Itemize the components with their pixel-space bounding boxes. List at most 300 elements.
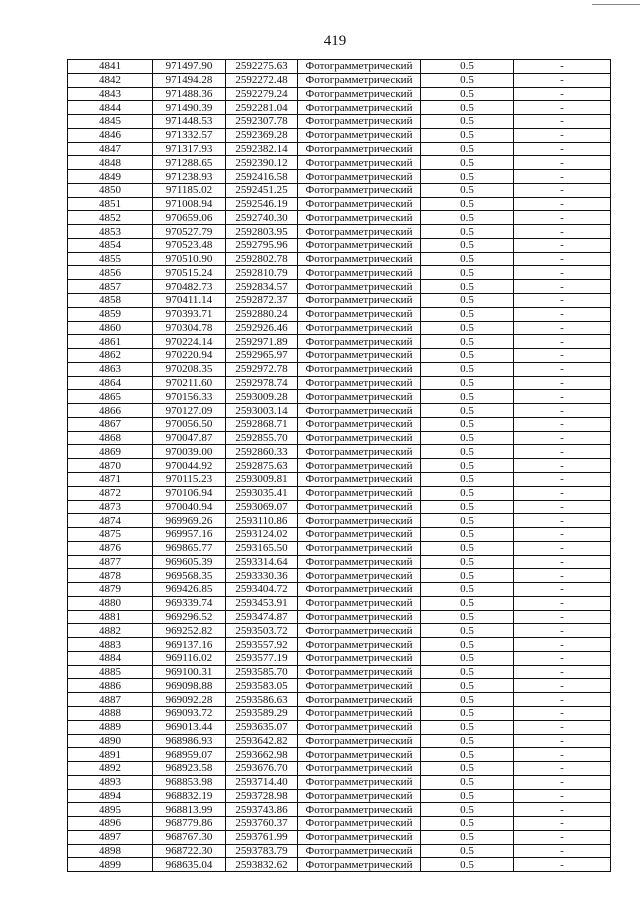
accuracy-cell: 0.5 (421, 735, 514, 749)
x-coordinate-cell: 969252.82 (153, 624, 226, 638)
method-cell: Фотограмметрический (298, 377, 421, 391)
x-coordinate-cell: 968923.58 (153, 762, 226, 776)
y-coordinate-cell: 2593110.86 (226, 514, 298, 528)
note-cell: - (514, 638, 611, 652)
note-cell: - (514, 88, 611, 102)
x-coordinate-cell: 971238.93 (153, 170, 226, 184)
x-coordinate-cell: 971185.02 (153, 184, 226, 198)
accuracy-cell: 0.5 (421, 418, 514, 432)
x-coordinate-cell: 970039.00 (153, 445, 226, 459)
note-cell: - (514, 790, 611, 804)
method-cell: Фотограмметрический (298, 652, 421, 666)
point-number-cell: 4853 (68, 225, 153, 239)
accuracy-cell: 0.5 (421, 473, 514, 487)
y-coordinate-cell: 2593832.62 (226, 858, 298, 872)
x-coordinate-cell: 970393.71 (153, 308, 226, 322)
point-number-cell: 4896 (68, 817, 153, 831)
note-cell: - (514, 487, 611, 501)
x-coordinate-cell: 970106.94 (153, 487, 226, 501)
accuracy-cell: 0.5 (421, 817, 514, 831)
method-cell: Фотограмметрический (298, 170, 421, 184)
point-number-cell: 4884 (68, 652, 153, 666)
accuracy-cell: 0.5 (421, 858, 514, 872)
accuracy-cell: 0.5 (421, 211, 514, 225)
accuracy-cell: 0.5 (421, 528, 514, 542)
method-cell: Фотограмметрический (298, 74, 421, 88)
x-coordinate-cell: 968959.07 (153, 748, 226, 762)
method-cell: Фотограмметрический (298, 707, 421, 721)
note-cell: - (514, 184, 611, 198)
point-number-cell: 4878 (68, 569, 153, 583)
note-cell: - (514, 611, 611, 625)
point-number-cell: 4855 (68, 253, 153, 267)
y-coordinate-cell: 2592802.78 (226, 253, 298, 267)
y-coordinate-cell: 2593761.99 (226, 831, 298, 845)
y-coordinate-cell: 2592390.12 (226, 156, 298, 170)
note-cell: - (514, 101, 611, 115)
accuracy-cell: 0.5 (421, 404, 514, 418)
method-cell: Фотограмметрический (298, 624, 421, 638)
accuracy-cell: 0.5 (421, 501, 514, 515)
y-coordinate-cell: 2592810.79 (226, 266, 298, 280)
point-number-cell: 4860 (68, 322, 153, 336)
note-cell: - (514, 335, 611, 349)
note-cell: - (514, 679, 611, 693)
note-cell: - (514, 143, 611, 157)
note-cell: - (514, 501, 611, 515)
method-cell: Фотограмметрический (298, 790, 421, 804)
point-number-cell: 4856 (68, 266, 153, 280)
accuracy-cell: 0.5 (421, 377, 514, 391)
x-coordinate-cell: 968986.93 (153, 735, 226, 749)
note-cell: - (514, 597, 611, 611)
accuracy-cell: 0.5 (421, 459, 514, 473)
accuracy-cell: 0.5 (421, 514, 514, 528)
method-cell: Фотограмметрический (298, 748, 421, 762)
note-cell: - (514, 858, 611, 872)
point-number-cell: 4894 (68, 790, 153, 804)
note-cell: - (514, 445, 611, 459)
method-cell: Фотограмметрический (298, 253, 421, 267)
point-number-cell: 4858 (68, 294, 153, 308)
x-coordinate-cell: 969296.52 (153, 611, 226, 625)
accuracy-cell: 0.5 (421, 266, 514, 280)
note-cell: - (514, 115, 611, 129)
point-number-cell: 4875 (68, 528, 153, 542)
method-cell: Фотограмметрический (298, 542, 421, 556)
point-number-cell: 4870 (68, 459, 153, 473)
note-cell: - (514, 473, 611, 487)
method-cell: Фотограмметрический (298, 445, 421, 459)
accuracy-cell: 0.5 (421, 170, 514, 184)
x-coordinate-cell: 969116.02 (153, 652, 226, 666)
method-cell: Фотограмметрический (298, 88, 421, 102)
point-number-cell: 4841 (68, 60, 153, 74)
accuracy-cell: 0.5 (421, 556, 514, 570)
y-coordinate-cell: 2593009.81 (226, 473, 298, 487)
note-cell: - (514, 156, 611, 170)
accuracy-cell: 0.5 (421, 390, 514, 404)
point-number-cell: 4849 (68, 170, 153, 184)
y-coordinate-cell: 2593124.02 (226, 528, 298, 542)
point-number-cell: 4871 (68, 473, 153, 487)
x-coordinate-cell: 969865.77 (153, 542, 226, 556)
point-number-cell: 4854 (68, 239, 153, 253)
x-coordinate-cell: 968779.86 (153, 817, 226, 831)
method-cell: Фотограмметрический (298, 404, 421, 418)
point-number-cell: 4843 (68, 88, 153, 102)
x-coordinate-cell: 969093.72 (153, 707, 226, 721)
point-number-cell: 4864 (68, 377, 153, 391)
y-coordinate-cell: 2592803.95 (226, 225, 298, 239)
point-number-cell: 4866 (68, 404, 153, 418)
point-number-cell: 4863 (68, 363, 153, 377)
point-number-cell: 4898 (68, 845, 153, 859)
scan-edge-line (592, 4, 640, 5)
method-cell: Фотограмметрический (298, 390, 421, 404)
x-coordinate-cell: 969013.44 (153, 721, 226, 735)
note-cell: - (514, 583, 611, 597)
accuracy-cell: 0.5 (421, 363, 514, 377)
point-number-cell: 4885 (68, 666, 153, 680)
point-number-cell: 4877 (68, 556, 153, 570)
y-coordinate-cell: 2592369.28 (226, 129, 298, 143)
point-number-cell: 4873 (68, 501, 153, 515)
x-coordinate-cell: 971332.57 (153, 129, 226, 143)
x-coordinate-cell: 970127.09 (153, 404, 226, 418)
point-number-cell: 4859 (68, 308, 153, 322)
accuracy-cell: 0.5 (421, 143, 514, 157)
page-number: 419 (323, 33, 347, 49)
note-cell: - (514, 418, 611, 432)
method-cell: Фотограмметрический (298, 693, 421, 707)
point-number-cell: 4852 (68, 211, 153, 225)
point-number-cell: 4880 (68, 597, 153, 611)
method-cell: Фотограмметрический (298, 858, 421, 872)
note-cell: - (514, 748, 611, 762)
point-number-cell: 4881 (68, 611, 153, 625)
note-cell: - (514, 253, 611, 267)
y-coordinate-cell: 2593069.07 (226, 501, 298, 515)
method-cell: Фотограмметрический (298, 349, 421, 363)
x-coordinate-cell: 970224.14 (153, 335, 226, 349)
x-coordinate-cell: 968853.98 (153, 776, 226, 790)
x-coordinate-cell: 970515.24 (153, 266, 226, 280)
y-coordinate-cell: 2592795.96 (226, 239, 298, 253)
x-coordinate-cell: 969605.39 (153, 556, 226, 570)
point-number-cell: 4889 (68, 721, 153, 735)
method-cell: Фотограмметрический (298, 721, 421, 735)
accuracy-cell: 0.5 (421, 308, 514, 322)
accuracy-cell: 0.5 (421, 611, 514, 625)
note-cell: - (514, 624, 611, 638)
x-coordinate-cell: 970527.79 (153, 225, 226, 239)
y-coordinate-cell: 2592416.58 (226, 170, 298, 184)
point-number-cell: 4846 (68, 129, 153, 143)
x-coordinate-cell: 968832.19 (153, 790, 226, 804)
y-coordinate-cell: 2592971.89 (226, 335, 298, 349)
method-cell: Фотограмметрический (298, 803, 421, 817)
y-coordinate-cell: 2593009.28 (226, 390, 298, 404)
y-coordinate-cell: 2592272.48 (226, 74, 298, 88)
y-coordinate-cell: 2592307.78 (226, 115, 298, 129)
point-number-cell: 4842 (68, 74, 153, 88)
note-cell: - (514, 129, 611, 143)
point-number-cell: 4891 (68, 748, 153, 762)
x-coordinate-cell: 971488.36 (153, 88, 226, 102)
note-cell: - (514, 776, 611, 790)
accuracy-cell: 0.5 (421, 225, 514, 239)
point-number-cell: 4861 (68, 335, 153, 349)
y-coordinate-cell: 2592740.30 (226, 211, 298, 225)
accuracy-cell: 0.5 (421, 294, 514, 308)
x-coordinate-cell: 970659.06 (153, 211, 226, 225)
note-cell: - (514, 459, 611, 473)
x-coordinate-cell: 969426.85 (153, 583, 226, 597)
method-cell: Фотограмметрический (298, 569, 421, 583)
y-coordinate-cell: 2592972.78 (226, 363, 298, 377)
point-number-cell: 4862 (68, 349, 153, 363)
note-cell: - (514, 280, 611, 294)
point-number-cell: 4893 (68, 776, 153, 790)
note-cell: - (514, 817, 611, 831)
accuracy-cell: 0.5 (421, 349, 514, 363)
accuracy-cell: 0.5 (421, 445, 514, 459)
point-number-cell: 4867 (68, 418, 153, 432)
point-number-cell: 4879 (68, 583, 153, 597)
method-cell: Фотограмметрический (298, 679, 421, 693)
method-cell: Фотограмметрический (298, 473, 421, 487)
note-cell: - (514, 266, 611, 280)
method-cell: Фотограмметрический (298, 611, 421, 625)
accuracy-cell: 0.5 (421, 542, 514, 556)
y-coordinate-cell: 2593642.82 (226, 735, 298, 749)
accuracy-cell: 0.5 (421, 322, 514, 336)
point-number-cell: 4848 (68, 156, 153, 170)
y-coordinate-cell: 2592978.74 (226, 377, 298, 391)
point-number-cell: 4890 (68, 735, 153, 749)
point-number-cell: 4872 (68, 487, 153, 501)
note-cell: - (514, 762, 611, 776)
point-number-cell: 4888 (68, 707, 153, 721)
y-coordinate-cell: 2593404.72 (226, 583, 298, 597)
x-coordinate-cell: 971497.90 (153, 60, 226, 74)
y-coordinate-cell: 2592451.25 (226, 184, 298, 198)
point-number-cell: 4886 (68, 679, 153, 693)
y-coordinate-cell: 2593586.63 (226, 693, 298, 707)
y-coordinate-cell: 2592546.19 (226, 198, 298, 212)
accuracy-cell: 0.5 (421, 666, 514, 680)
point-number-cell: 4882 (68, 624, 153, 638)
accuracy-cell: 0.5 (421, 652, 514, 666)
point-number-cell: 4883 (68, 638, 153, 652)
note-cell: - (514, 225, 611, 239)
y-coordinate-cell: 2592926.46 (226, 322, 298, 336)
x-coordinate-cell: 970211.60 (153, 377, 226, 391)
y-coordinate-cell: 2592860.33 (226, 445, 298, 459)
x-coordinate-cell: 969969.26 (153, 514, 226, 528)
accuracy-cell: 0.5 (421, 638, 514, 652)
point-number-cell: 4899 (68, 858, 153, 872)
method-cell: Фотограмметрический (298, 831, 421, 845)
note-cell: - (514, 666, 611, 680)
y-coordinate-cell: 2592279.24 (226, 88, 298, 102)
y-coordinate-cell: 2592872.37 (226, 294, 298, 308)
note-cell: - (514, 294, 611, 308)
method-cell: Фотограмметрический (298, 501, 421, 515)
method-cell: Фотограмметрический (298, 211, 421, 225)
method-cell: Фотограмметрический (298, 101, 421, 115)
note-cell: - (514, 170, 611, 184)
accuracy-cell: 0.5 (421, 583, 514, 597)
y-coordinate-cell: 2592834.57 (226, 280, 298, 294)
accuracy-cell: 0.5 (421, 88, 514, 102)
accuracy-cell: 0.5 (421, 762, 514, 776)
x-coordinate-cell: 970411.14 (153, 294, 226, 308)
y-coordinate-cell: 2593662.98 (226, 748, 298, 762)
note-cell: - (514, 735, 611, 749)
method-cell: Фотограмметрический (298, 143, 421, 157)
accuracy-cell: 0.5 (421, 721, 514, 735)
accuracy-cell: 0.5 (421, 335, 514, 349)
x-coordinate-cell: 968635.04 (153, 858, 226, 872)
note-cell: - (514, 845, 611, 859)
y-coordinate-cell: 2593583.05 (226, 679, 298, 693)
y-coordinate-cell: 2593165.50 (226, 542, 298, 556)
note-cell: - (514, 652, 611, 666)
accuracy-cell: 0.5 (421, 624, 514, 638)
y-coordinate-cell: 2593577.19 (226, 652, 298, 666)
note-cell: - (514, 803, 611, 817)
accuracy-cell: 0.5 (421, 569, 514, 583)
point-number-cell: 4845 (68, 115, 153, 129)
x-coordinate-cell: 969100.31 (153, 666, 226, 680)
accuracy-cell: 0.5 (421, 803, 514, 817)
note-cell: - (514, 60, 611, 74)
y-coordinate-cell: 2593314.64 (226, 556, 298, 570)
note-cell: - (514, 721, 611, 735)
point-number-cell: 4857 (68, 280, 153, 294)
x-coordinate-cell: 971490.39 (153, 101, 226, 115)
y-coordinate-cell: 2592875.63 (226, 459, 298, 473)
method-cell: Фотограмметрический (298, 583, 421, 597)
note-cell: - (514, 542, 611, 556)
note-cell: - (514, 569, 611, 583)
method-cell: Фотограмметрический (298, 266, 421, 280)
method-cell: Фотограмметрический (298, 294, 421, 308)
accuracy-cell: 0.5 (421, 280, 514, 294)
method-cell: Фотограмметрический (298, 335, 421, 349)
method-cell: Фотограмметрический (298, 762, 421, 776)
accuracy-cell: 0.5 (421, 597, 514, 611)
x-coordinate-cell: 970304.78 (153, 322, 226, 336)
point-number-cell: 4851 (68, 198, 153, 212)
method-cell: Фотограмметрический (298, 280, 421, 294)
method-cell: Фотограмметрический (298, 432, 421, 446)
accuracy-cell: 0.5 (421, 60, 514, 74)
coordinates-table (67, 59, 611, 872)
note-cell: - (514, 377, 611, 391)
point-number-cell: 4887 (68, 693, 153, 707)
y-coordinate-cell: 2592855.70 (226, 432, 298, 446)
y-coordinate-cell: 2593676.70 (226, 762, 298, 776)
x-coordinate-cell: 970156.33 (153, 390, 226, 404)
x-coordinate-cell: 970044.92 (153, 459, 226, 473)
note-cell: - (514, 528, 611, 542)
accuracy-cell: 0.5 (421, 156, 514, 170)
y-coordinate-cell: 2593760.37 (226, 817, 298, 831)
y-coordinate-cell: 2593035.41 (226, 487, 298, 501)
note-cell: - (514, 432, 611, 446)
x-coordinate-cell: 970482.73 (153, 280, 226, 294)
point-number-cell: 4847 (68, 143, 153, 157)
method-cell: Фотограмметрический (298, 459, 421, 473)
note-cell: - (514, 308, 611, 322)
accuracy-cell: 0.5 (421, 115, 514, 129)
method-cell: Фотограмметрический (298, 845, 421, 859)
note-cell: - (514, 74, 611, 88)
accuracy-cell: 0.5 (421, 101, 514, 115)
x-coordinate-cell: 971288.65 (153, 156, 226, 170)
method-cell: Фотограмметрический (298, 817, 421, 831)
x-coordinate-cell: 970220.94 (153, 349, 226, 363)
y-coordinate-cell: 2593585.70 (226, 666, 298, 680)
note-cell: - (514, 211, 611, 225)
method-cell: Фотограмметрический (298, 115, 421, 129)
point-number-cell: 4876 (68, 542, 153, 556)
method-cell: Фотограмметрический (298, 239, 421, 253)
accuracy-cell: 0.5 (421, 831, 514, 845)
x-coordinate-cell: 970115.23 (153, 473, 226, 487)
y-coordinate-cell: 2593714.40 (226, 776, 298, 790)
x-coordinate-cell: 969092.28 (153, 693, 226, 707)
note-cell: - (514, 198, 611, 212)
accuracy-cell: 0.5 (421, 74, 514, 88)
method-cell: Фотограмметрический (298, 487, 421, 501)
x-coordinate-cell: 968722.30 (153, 845, 226, 859)
y-coordinate-cell: 2593728.98 (226, 790, 298, 804)
accuracy-cell: 0.5 (421, 432, 514, 446)
note-cell: - (514, 707, 611, 721)
x-coordinate-cell: 971494.28 (153, 74, 226, 88)
method-cell: Фотограмметрический (298, 528, 421, 542)
method-cell: Фотограмметрический (298, 184, 421, 198)
accuracy-cell: 0.5 (421, 184, 514, 198)
note-cell: - (514, 693, 611, 707)
method-cell: Фотограмметрический (298, 156, 421, 170)
x-coordinate-cell: 971317.93 (153, 143, 226, 157)
note-cell: - (514, 404, 611, 418)
method-cell: Фотограмметрический (298, 666, 421, 680)
note-cell: - (514, 322, 611, 336)
method-cell: Фотограмметрический (298, 514, 421, 528)
accuracy-cell: 0.5 (421, 679, 514, 693)
point-number-cell: 4868 (68, 432, 153, 446)
point-number-cell: 4895 (68, 803, 153, 817)
note-cell: - (514, 239, 611, 253)
accuracy-cell: 0.5 (421, 487, 514, 501)
x-coordinate-cell: 969098.88 (153, 679, 226, 693)
method-cell: Фотограмметрический (298, 322, 421, 336)
note-cell: - (514, 349, 611, 363)
y-coordinate-cell: 2593453.91 (226, 597, 298, 611)
point-number-cell: 4865 (68, 390, 153, 404)
point-number-cell: 4897 (68, 831, 153, 845)
note-cell: - (514, 363, 611, 377)
note-cell: - (514, 390, 611, 404)
note-cell: - (514, 556, 611, 570)
point-number-cell: 4844 (68, 101, 153, 115)
